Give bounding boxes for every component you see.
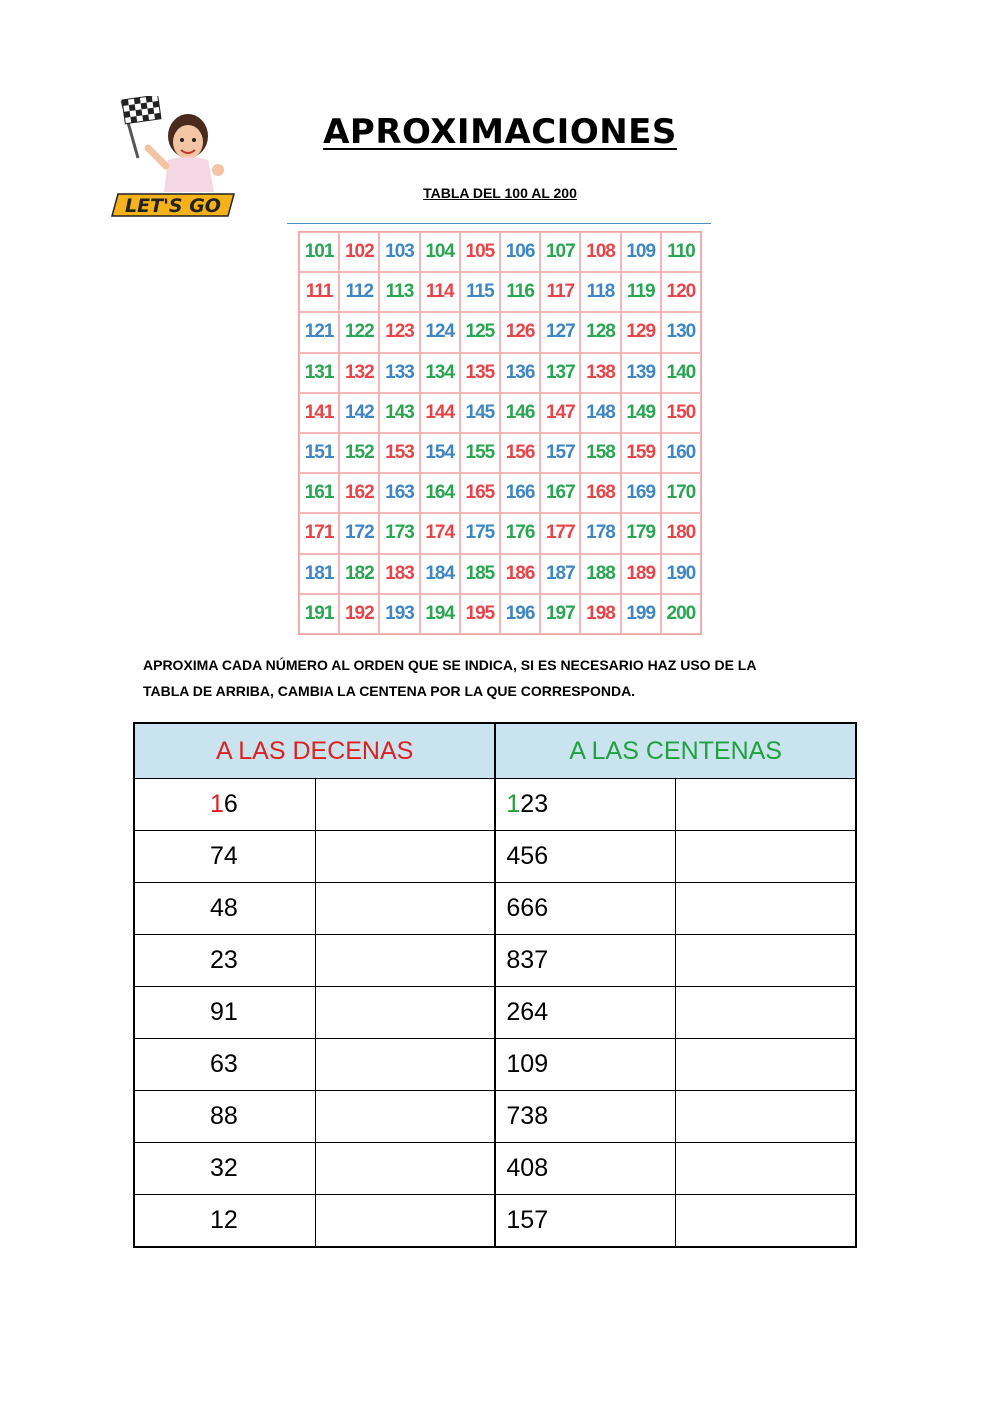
grid-cell: 156 — [500, 433, 540, 473]
grid-cell: 167 — [540, 473, 580, 513]
instructions — [143, 652, 863, 704]
grid-cell: 193 — [379, 594, 419, 634]
grid-cell: 119 — [621, 272, 661, 312]
grid-cell: 147 — [540, 393, 580, 433]
centenas-value: 408 — [495, 1143, 675, 1195]
grid-cell: 188 — [580, 554, 620, 594]
decenas-value: 91 — [134, 987, 316, 1039]
grid-cell: 183 — [379, 554, 419, 594]
decenas-value: 74 — [134, 831, 316, 883]
decenas-answer-field[interactable] — [316, 1039, 496, 1091]
grid-cell: 175 — [460, 513, 500, 553]
grid-cell: 179 — [621, 513, 661, 553]
grid-cell: 190 — [661, 554, 701, 594]
table-row — [134, 831, 856, 883]
grid-cell: 138 — [580, 353, 620, 393]
grid-cell: 140 — [661, 353, 701, 393]
grid-cell: 149 — [621, 393, 661, 433]
grid-cell: 154 — [420, 433, 460, 473]
checkered-flag-icon — [122, 96, 161, 158]
grid-cell: 135 — [460, 353, 500, 393]
grid-cell: 107 — [540, 232, 580, 272]
grid-cell: 151 — [299, 433, 339, 473]
grid-cell: 146 — [500, 393, 540, 433]
decenas-answer-field[interactable] — [316, 831, 496, 883]
grid-cell: 118 — [580, 272, 620, 312]
grid-cell: 187 — [540, 554, 580, 594]
grid-cell: 171 — [299, 513, 339, 553]
grid-cell: 173 — [379, 513, 419, 553]
instructions-line-1: APROXIMA CADA NÚMERO AL ORDEN QUE SE INDICA, SI ES NECESARIO HAZ USO DE LA — [143, 657, 757, 673]
grid-cell: 129 — [621, 312, 661, 352]
grid-cell: 123 — [379, 312, 419, 352]
grid-cell: 105 — [460, 232, 500, 272]
decenas-value: 23 — [134, 935, 316, 987]
table-row — [134, 1195, 856, 1248]
centenas-value: 264 — [495, 987, 675, 1039]
centenas-answer-field[interactable] — [676, 987, 856, 1039]
grid-cell: 158 — [580, 433, 620, 473]
centenas-value: 456 — [495, 831, 675, 883]
grid-cell: 178 — [580, 513, 620, 553]
grid-cell: 145 — [460, 393, 500, 433]
instructions-line-2: TABLA DE ARRIBA, CAMBIA LA CENTENA POR LA QUE CORRESPONDA. — [143, 683, 636, 699]
grid-cell: 176 — [500, 513, 540, 553]
table-row — [134, 1143, 856, 1195]
centenas-value: 109 — [495, 1039, 675, 1091]
decenas-value: 48 — [134, 883, 316, 935]
grid-cell: 159 — [621, 433, 661, 473]
grid-cell: 191 — [299, 594, 339, 634]
grid-cell: 144 — [420, 393, 460, 433]
decenas-answer-field[interactable] — [316, 1195, 496, 1248]
grid-cell: 143 — [379, 393, 419, 433]
decenas-header: A LAS DECENAS — [134, 723, 495, 779]
decenas-answer-field[interactable] — [316, 883, 496, 935]
grid-cell: 198 — [580, 594, 620, 634]
grid-cell: 116 — [500, 272, 540, 312]
decenas-answer-field[interactable] — [316, 1091, 496, 1143]
grid-cell: 130 — [661, 312, 701, 352]
grid-cell: 120 — [661, 272, 701, 312]
centenas-answer-field[interactable] — [676, 883, 856, 935]
grid-cell: 125 — [460, 312, 500, 352]
grid-cell: 128 — [580, 312, 620, 352]
grid-cell: 157 — [540, 433, 580, 473]
rounding-table — [133, 722, 857, 1248]
grid-cell: 168 — [580, 473, 620, 513]
grid-cell: 165 — [460, 473, 500, 513]
grid-cell: 199 — [621, 594, 661, 634]
grid-cell: 113 — [379, 272, 419, 312]
decenas-value: 16 — [134, 779, 316, 831]
lets-go-logo — [108, 96, 238, 222]
page-title: APROXIMACIONES — [323, 112, 677, 152]
grid-cell: 132 — [339, 353, 379, 393]
svg-text:LET'S GO: LET'S GO — [125, 195, 221, 217]
lets-go-banner — [112, 194, 234, 217]
grid-cell: 115 — [460, 272, 500, 312]
grid-cell: 124 — [420, 312, 460, 352]
grid-cell: 182 — [339, 554, 379, 594]
decenas-answer-field[interactable] — [316, 1143, 496, 1195]
grid-cell: 155 — [460, 433, 500, 473]
grid-cell: 136 — [500, 353, 540, 393]
grid-cell: 166 — [500, 473, 540, 513]
page-subtitle: TABLA DEL 100 AL 200 — [423, 185, 577, 201]
grid-cell: 150 — [661, 393, 701, 433]
grid-cell: 200 — [661, 594, 701, 634]
grid-cell: 189 — [621, 554, 661, 594]
grid-cell: 162 — [339, 473, 379, 513]
decenas-value: 88 — [134, 1091, 316, 1143]
grid-cell: 174 — [420, 513, 460, 553]
decenas-value: 32 — [134, 1143, 316, 1195]
table-row — [134, 883, 856, 935]
grid-cell: 109 — [621, 232, 661, 272]
grid-cell: 186 — [500, 554, 540, 594]
table-row — [134, 779, 856, 831]
centenas-value: 666 — [495, 883, 675, 935]
grid-cell: 111 — [299, 272, 339, 312]
grid-cell: 160 — [661, 433, 701, 473]
grid-cell: 101 — [299, 232, 339, 272]
grid-cell: 122 — [339, 312, 379, 352]
grid-cell: 117 — [540, 272, 580, 312]
centenas-answer-field[interactable] — [676, 779, 856, 831]
grid-cell: 180 — [661, 513, 701, 553]
divider — [287, 223, 711, 224]
grid-cell: 121 — [299, 312, 339, 352]
grid-cell: 139 — [621, 353, 661, 393]
grid-cell: 103 — [379, 232, 419, 272]
grid-cell: 152 — [339, 433, 379, 473]
grid-cell: 114 — [420, 272, 460, 312]
grid-cell: 185 — [460, 554, 500, 594]
hundred-chart — [298, 231, 702, 635]
decenas-answer-field[interactable] — [316, 987, 496, 1039]
decenas-answer-field[interactable] — [316, 935, 496, 987]
grid-cell: 133 — [379, 353, 419, 393]
grid-cell: 161 — [299, 473, 339, 513]
grid-cell: 195 — [460, 594, 500, 634]
grid-cell: 181 — [299, 554, 339, 594]
grid-cell: 131 — [299, 353, 339, 393]
decenas-value: 63 — [134, 1039, 316, 1091]
centenas-answer-field[interactable] — [676, 1195, 856, 1248]
centenas-answer-field[interactable] — [676, 935, 856, 987]
grid-cell: 104 — [420, 232, 460, 272]
grid-cell: 177 — [540, 513, 580, 553]
grid-cell: 184 — [420, 554, 460, 594]
grid-cell: 108 — [580, 232, 620, 272]
grid-cell: 142 — [339, 393, 379, 433]
table-row — [134, 1039, 856, 1091]
grid-cell: 153 — [379, 433, 419, 473]
centenas-answer-field[interactable] — [676, 1091, 856, 1143]
grid-cell: 102 — [339, 232, 379, 272]
grid-cell: 196 — [500, 594, 540, 634]
grid-cell: 170 — [661, 473, 701, 513]
centenas-answer-field[interactable] — [676, 1039, 856, 1091]
grid-cell: 164 — [420, 473, 460, 513]
grid-cell: 141 — [299, 393, 339, 433]
grid-cell: 163 — [379, 473, 419, 513]
grid-cell: 194 — [420, 594, 460, 634]
table-row — [134, 1091, 856, 1143]
centenas-value: 157 — [495, 1195, 675, 1248]
grid-cell: 148 — [580, 393, 620, 433]
centenas-answer-field[interactable] — [676, 831, 856, 883]
grid-cell: 172 — [339, 513, 379, 553]
table-row — [134, 935, 856, 987]
grid-cell: 110 — [661, 232, 701, 272]
table-row — [134, 987, 856, 1039]
grid-cell: 169 — [621, 473, 661, 513]
centenas-header: A LAS CENTENAS — [495, 723, 856, 779]
grid-cell: 134 — [420, 353, 460, 393]
grid-cell: 197 — [540, 594, 580, 634]
decenas-value: 12 — [134, 1195, 316, 1248]
decenas-answer-field[interactable] — [316, 779, 496, 831]
centenas-value: 123 — [495, 779, 675, 831]
grid-cell: 106 — [500, 232, 540, 272]
grid-cell: 137 — [540, 353, 580, 393]
centenas-value: 837 — [495, 935, 675, 987]
grid-cell: 126 — [500, 312, 540, 352]
centenas-value: 738 — [495, 1091, 675, 1143]
grid-cell: 192 — [339, 594, 379, 634]
avatar-icon — [148, 114, 224, 192]
grid-cell: 112 — [339, 272, 379, 312]
centenas-answer-field[interactable] — [676, 1143, 856, 1195]
grid-cell: 127 — [540, 312, 580, 352]
